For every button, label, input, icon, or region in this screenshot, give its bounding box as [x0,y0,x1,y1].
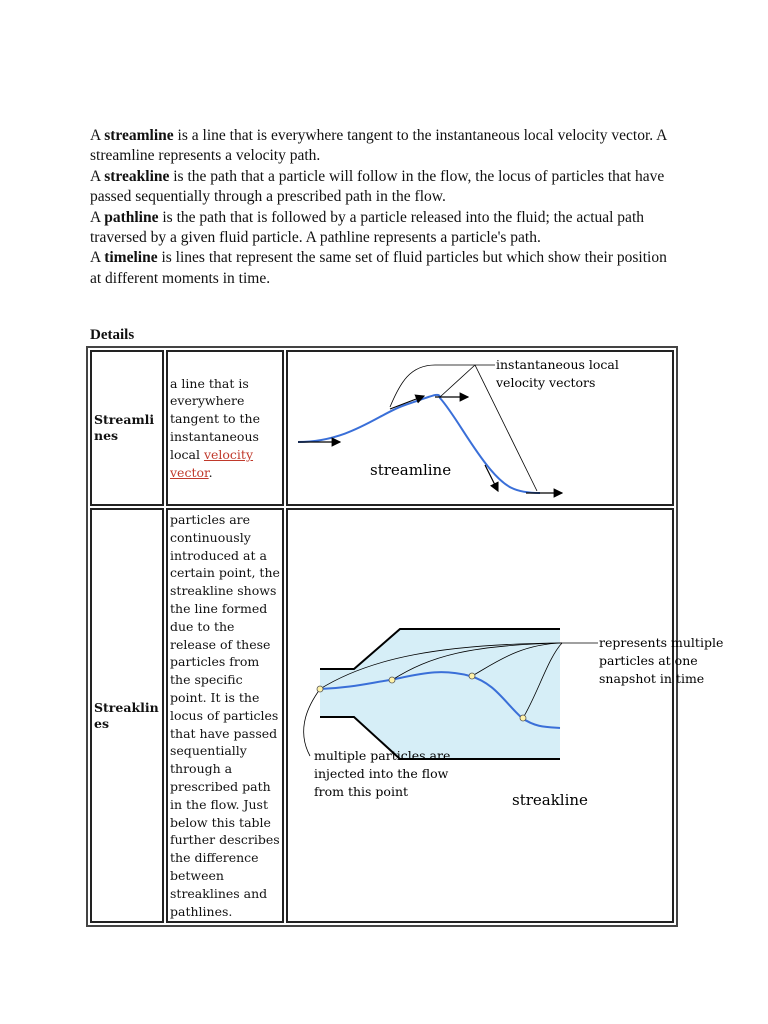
details-heading: Details [90,327,135,343]
desc-streaklines: particles are continuously introduced at a certain point, the streakline shows the line formed due to the release of these particles from the specific point. It is the locus of particles that have passed sequentially through a prescribed path in the flow. Just below this table further describes the difference between streaklines and pathlines. [166,508,284,923]
table-row [90,350,674,506]
streakline-figure [290,518,724,910]
timeline-definition: A timeline is lines that represent the same set of fluid particles but which show their position at different moments in time. [90,249,667,287]
definitions [90,126,680,289]
streakline-definition: A streakline is the path that a particle will follow in the flow, the locus of particles that have passed sequentially through a prescribed path in the flow. [90,167,665,206]
streakline-figure-cell [286,508,724,923]
right-annotation-line-1: represents multiple [599,634,724,650]
particle-marker [389,677,395,683]
streamline-definition: A streamline is a line that is everywhere tangent to the instantaneous local velocity vector. A streamline represents a velocity path. [90,127,667,165]
term-streaklines: Streaklines [90,508,164,923]
desc-streamlines: a line that is everywhere tangent to the instantaneous local velocity vector. [166,350,284,506]
left-annotation-line-2: injected into the flow [314,765,449,781]
particle-marker [469,673,475,679]
right-annotation-line-3: snapshot in time [599,670,705,686]
left-annotation-line-3: from this point [314,783,409,799]
streakline-caption: streakline [512,790,588,809]
streamline-figure-cell [286,350,674,506]
streamline-figure [290,353,684,499]
particle-marker [520,715,526,721]
table-row [90,508,674,923]
left-annotation-line-1: multiple particles are [314,747,451,763]
annotation-line-1: instantaneous local [496,357,619,372]
details-table [86,346,724,927]
particle-marker [317,686,323,692]
pathline-definition: A pathline is the path that is followed by a particle released into the fluid; the actual path traversed by a given fluid particle. A pathline represents a particle's path. [90,208,644,247]
velocity-link[interactable]: velocity [203,446,254,462]
annotation-line-2: velocity vectors [496,375,596,390]
flow-region [320,629,560,759]
leader-line [440,365,475,397]
vector-link[interactable]: vector [170,464,209,480]
right-annotation-line-2: particles at one [599,652,698,668]
velocity-vector [390,396,424,409]
velocity-vector [485,465,498,491]
term-streamlines: Streamlines [90,350,164,506]
leader-line [304,689,320,756]
streamline-caption: streamline [370,461,452,479]
